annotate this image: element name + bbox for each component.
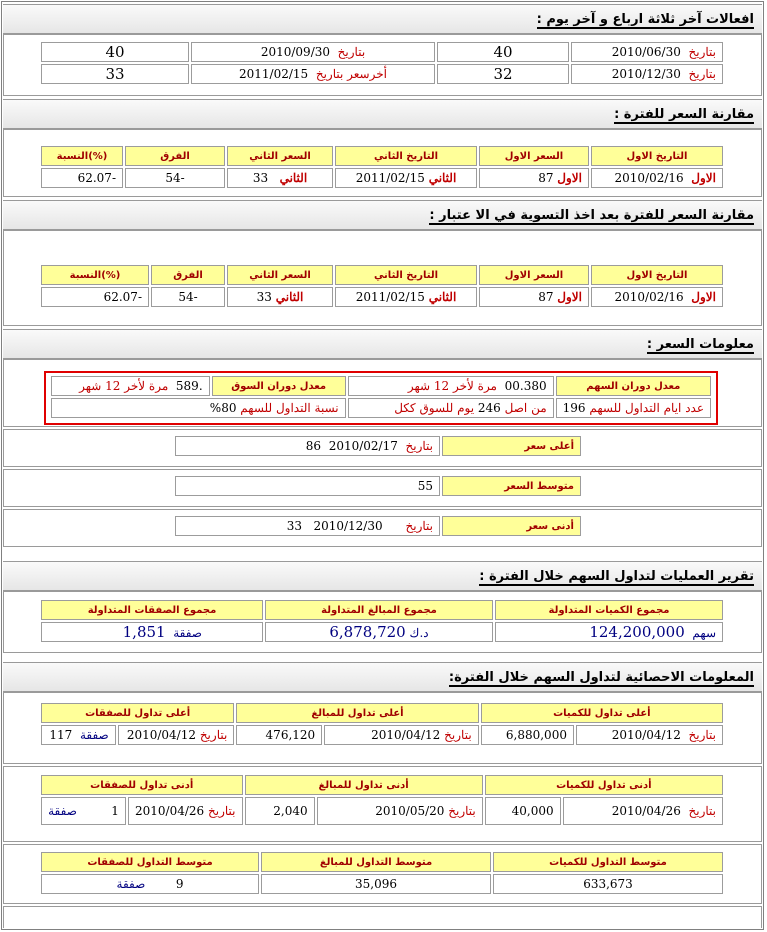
column-header: السعر الثاني bbox=[227, 265, 333, 285]
table-cell: الاول 87 bbox=[479, 168, 589, 188]
quarters-table bbox=[39, 40, 725, 86]
table-cell: 1 صفقة bbox=[41, 797, 126, 825]
table-cell: د.ك 6,878,720 bbox=[265, 622, 493, 642]
column-header: الفرق bbox=[151, 265, 225, 285]
column-header: أعلى تداول للمبالغ bbox=[236, 703, 478, 723]
operations-table bbox=[39, 598, 725, 644]
table-cell: بتاريخ 2010/04/12 bbox=[324, 725, 478, 745]
section-header-operations bbox=[3, 561, 762, 591]
table-cell: 32 bbox=[437, 64, 569, 84]
column-header: متوسط التداول للكميات bbox=[493, 852, 723, 872]
table-cell: -54 bbox=[125, 168, 225, 188]
page-footer-strip bbox=[3, 906, 762, 928]
column-header: أدنى تداول للكميات bbox=[485, 775, 723, 795]
section-title: مقارنة السعر للفترة : bbox=[614, 107, 754, 122]
table-cell: الثاني 2011/02/15 bbox=[335, 168, 477, 188]
adjusted-compare-table bbox=[39, 263, 725, 309]
table-cell: 00.380 مرة لأخر 12 شهر bbox=[348, 376, 554, 396]
table-row bbox=[41, 622, 723, 642]
section-body-last-quarters bbox=[3, 34, 762, 96]
table-cell: .589 مرة لأخر 12 شهر bbox=[51, 376, 210, 396]
column-header: مجموع الكميات المتداولة bbox=[495, 600, 723, 620]
column-header: التاريخ الثاني bbox=[335, 265, 477, 285]
section-body-adjusted-compare bbox=[3, 230, 762, 326]
table-cell: 9 صفقة bbox=[41, 874, 259, 894]
column-header: السعر الاول bbox=[479, 265, 589, 285]
table-row bbox=[41, 725, 723, 745]
table-cell: الاول 2010/02/16 bbox=[591, 168, 723, 188]
table-cell: عدد ايام التداول للسهم 196 bbox=[556, 398, 711, 418]
column-header: معدل دوران السوق bbox=[212, 376, 346, 396]
section-body-stats-low bbox=[3, 766, 762, 842]
table-row bbox=[41, 874, 723, 894]
table-cell: 33 bbox=[41, 64, 189, 84]
low-price-label: أدنى سعر bbox=[442, 516, 581, 536]
section-body-stats-high bbox=[3, 692, 762, 764]
table-cell: الثاني 33 bbox=[227, 168, 333, 188]
column-header: أدنى تداول للصفقات bbox=[41, 775, 243, 795]
section-body-stats-avg bbox=[3, 844, 762, 904]
table-row bbox=[41, 797, 723, 825]
table-cell: 55 bbox=[175, 476, 440, 496]
table-cell: بتاريخ 2010/12/30 bbox=[571, 64, 723, 84]
table-cell: صفقة 117 bbox=[41, 725, 116, 745]
table-row bbox=[51, 398, 711, 418]
table-row bbox=[175, 516, 581, 536]
column-header: التاريخ الثاني bbox=[335, 146, 477, 166]
table-cell: أخرسعر بتاريخ 2011/02/15 bbox=[191, 64, 435, 84]
table-cell: -62.07 bbox=[41, 287, 149, 307]
table-header-row bbox=[41, 146, 723, 166]
table-header-row bbox=[41, 600, 723, 620]
section-body-price-compare bbox=[3, 129, 762, 197]
section-body-operations bbox=[3, 591, 762, 653]
compare-table bbox=[39, 144, 725, 190]
table-header-row bbox=[41, 703, 723, 723]
table-cell: بتاريخ 2010/02/17 86 bbox=[175, 436, 440, 456]
table-cell: بتاريخ 2010/04/12 bbox=[576, 725, 723, 745]
stats-low-table bbox=[39, 773, 725, 827]
column-header: التاريخ الاول bbox=[591, 265, 723, 285]
column-header: التاريخ الاول bbox=[591, 146, 723, 166]
high-price-label: أعلى سعر bbox=[442, 436, 581, 456]
stats-avg-table bbox=[39, 850, 725, 896]
avg-price-label: متوسط السعر bbox=[442, 476, 581, 496]
table-cell: صفقة 1,851 bbox=[41, 622, 263, 642]
table-cell: بتاريخ 2010/09/30 bbox=[191, 42, 435, 62]
column-header: متوسط التداول للمبالغ bbox=[261, 852, 491, 872]
table-cell: -54 bbox=[151, 287, 225, 307]
table-cell: 35,096 bbox=[261, 874, 491, 894]
column-header: مجموع الصفقات المتداولة bbox=[41, 600, 263, 620]
stats-high-table bbox=[39, 701, 725, 747]
table-row bbox=[175, 476, 581, 496]
table-row bbox=[175, 436, 581, 456]
section-header-price-compare bbox=[3, 99, 762, 129]
table-cell: نسبة التداول للسهم 80% bbox=[51, 398, 346, 418]
table-cell: بتاريخ 2010/04/26 bbox=[563, 797, 723, 825]
column-header: السعر الثاني bbox=[227, 146, 333, 166]
table-cell: 40 bbox=[41, 42, 189, 62]
section-header-price-info bbox=[3, 329, 762, 359]
column-header: أعلى تداول للصفقات bbox=[41, 703, 234, 723]
table-cell: الاول 87 bbox=[479, 287, 589, 307]
table-row bbox=[41, 42, 723, 62]
column-header: أدنى تداول للمبالغ bbox=[245, 775, 483, 795]
table-cell: الاول 2010/02/16 bbox=[591, 287, 723, 307]
section-header-statistics bbox=[3, 662, 762, 692]
table-cell: الثاني 33 bbox=[227, 287, 333, 307]
column-header: متوسط التداول للصفقات bbox=[41, 852, 259, 872]
table-header-row bbox=[41, 775, 723, 795]
section-title: المعلومات الاحصائية لتداول السهم خلال الفترة: bbox=[448, 670, 754, 685]
table-cell: 40 bbox=[437, 42, 569, 62]
section-body-high-price bbox=[3, 429, 762, 467]
section-body-turnover bbox=[3, 359, 762, 427]
table-cell: الثاني 2011/02/15 bbox=[335, 287, 477, 307]
section-title: مقارنة السعر للفترة بعد اخذ التسوية في الا عتبار : bbox=[429, 208, 754, 223]
table-cell: 40,000 bbox=[485, 797, 561, 825]
table-cell: من اصل 246 يوم للسوق ككل bbox=[348, 398, 554, 418]
table-cell: بتاريخ 2010/12/30 33 bbox=[175, 516, 440, 536]
table-cell: -62.07 bbox=[41, 168, 123, 188]
table-row bbox=[51, 376, 711, 396]
column-header: السعر الاول bbox=[479, 146, 589, 166]
column-header: أعلى تداول للكميات bbox=[481, 703, 723, 723]
section-title: تقرير العمليات لتداول السهم خلال الفترة : bbox=[479, 569, 754, 584]
table-cell: سهم 124,200,000 bbox=[495, 622, 723, 642]
high-price-table bbox=[173, 434, 583, 458]
column-header: (%)النسبة bbox=[41, 146, 123, 166]
table-cell: 633,673 bbox=[493, 874, 723, 894]
table-header-row bbox=[41, 852, 723, 872]
table-cell: 2,040 bbox=[245, 797, 315, 825]
table-row bbox=[41, 287, 723, 307]
section-title: افعالات آخر ثلاثة ارباع و آخر يوم : bbox=[536, 12, 754, 27]
column-header: معدل دوران السهم bbox=[556, 376, 711, 396]
avg-price-table bbox=[173, 474, 583, 498]
table-cell: 476,120 bbox=[236, 725, 322, 745]
table-cell: بتاريخ 2010/05/20 bbox=[317, 797, 483, 825]
section-body-low-price bbox=[3, 509, 762, 547]
table-cell: بتاريخ 2010/04/12 bbox=[118, 725, 235, 745]
column-header: مجموع المبالغ المتداولة bbox=[265, 600, 493, 620]
column-header: الفرق bbox=[125, 146, 225, 166]
section-header-adjusted-compare bbox=[3, 200, 762, 230]
table-cell: بتاريخ 2010/06/30 bbox=[571, 42, 723, 62]
low-price-table bbox=[173, 514, 583, 538]
table-cell: 6,880,000 bbox=[481, 725, 574, 745]
table-header-row bbox=[41, 265, 723, 285]
section-header-last-quarters bbox=[3, 4, 762, 34]
column-header: (%)النسبة bbox=[41, 265, 149, 285]
section-body-avg-price bbox=[3, 469, 762, 507]
turnover-table bbox=[49, 374, 713, 420]
table-cell: بتاريخ 2010/04/26 bbox=[128, 797, 243, 825]
section-title: معلومات السعر : bbox=[646, 337, 754, 352]
table-row bbox=[41, 64, 723, 84]
table-row bbox=[41, 168, 723, 188]
